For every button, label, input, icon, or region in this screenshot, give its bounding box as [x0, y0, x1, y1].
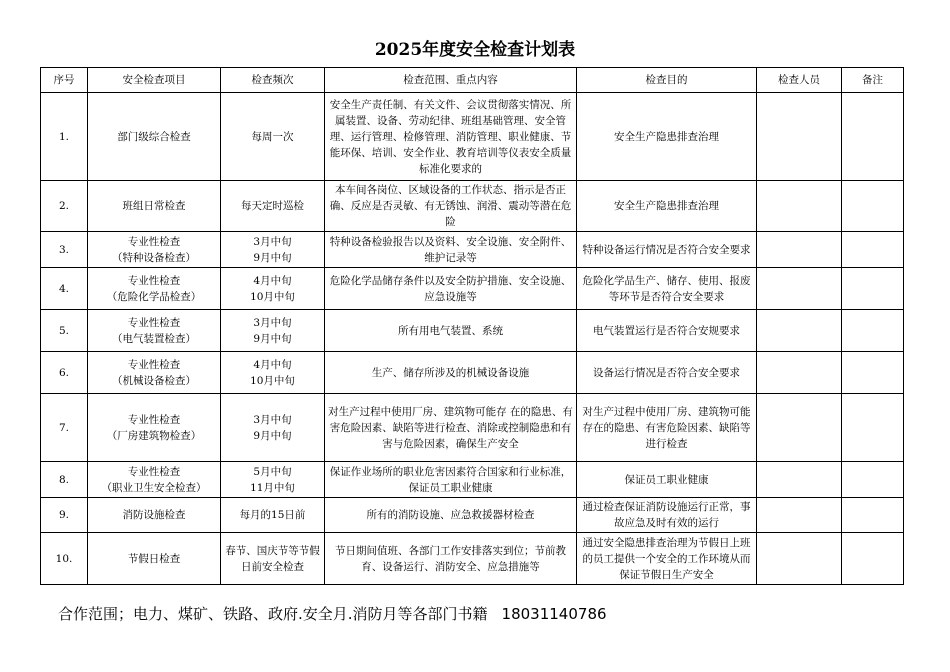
cell-inspector: [757, 268, 842, 310]
cell-inspector: [757, 232, 842, 268]
cell-scope: 生产、储存所涉及的机械设备设施: [325, 352, 577, 394]
cell-scope: 特种设备检验报告以及资料、安全设施、安全附件、维护记录等: [325, 232, 577, 268]
cell-note: [842, 310, 904, 352]
cell-scope: 安全生产责任制、有关文件、会议贯彻落实情况、所属装置、设备、劳动纪律、班组基础管理、安全管理、运行管理、检修管理、消防管理、职业健康、节能环保、培训、安全作业、教育培训等仪表安全质量标准化要求的: [325, 93, 577, 181]
cell-seq: 7.: [41, 394, 88, 462]
table-row: [41, 310, 904, 352]
cell-frequency: 每月的15日前: [221, 498, 325, 533]
cell-seq: 8.: [41, 462, 88, 498]
cell-note: [842, 498, 904, 533]
cell-frequency: 4月中旬 10月中旬: [221, 268, 325, 310]
cell-seq: 1.: [41, 93, 88, 181]
cell-note: [842, 352, 904, 394]
cell-item: 部门级综合检查: [88, 93, 221, 181]
header-purpose: 检查目的: [577, 68, 757, 93]
cell-inspector: [757, 498, 842, 533]
cell-item: 消防设施检查: [88, 498, 221, 533]
cell-scope: 对生产过程中使用厂房、建筑物可能存 在的隐患、有害危险因素、缺陷等进行检查、消除或控制隐患和有害与危险因素，确保生产安全: [325, 394, 577, 462]
table-row: [41, 533, 904, 585]
cell-item: 专业性检查 （危险化学品检查）: [88, 268, 221, 310]
cell-purpose: 通过检查保证消防设施运行正常，事故应急及时有效的运行: [577, 498, 757, 533]
cell-item: 专业性检查 （厂房建筑物检查）: [88, 394, 221, 462]
cell-note: [842, 232, 904, 268]
header-seq: 序号: [41, 68, 88, 93]
table-header-row: [41, 68, 904, 93]
cell-item: 专业性检查 （特种设备检查）: [88, 232, 221, 268]
header-item: 安全检查项目: [88, 68, 221, 93]
cell-note: [842, 394, 904, 462]
cell-note: [842, 462, 904, 498]
page-title: 2025年度安全检查计划表: [374, 40, 576, 60]
footer-phone: 18031140786: [501, 605, 607, 623]
cell-item: 班组日常检查: [88, 181, 221, 232]
cell-frequency: 每天定时巡检: [221, 181, 325, 232]
cell-frequency: 每周一次: [221, 93, 325, 181]
cell-inspector: [757, 310, 842, 352]
footer-text: 合作范围；电力、煤矿、铁路、政府.安全月.消防月等各部门书籍: [58, 605, 488, 623]
cell-purpose: 保证员工职业健康: [577, 462, 757, 498]
cell-inspector: [757, 533, 842, 585]
cell-seq: 4.: [41, 268, 88, 310]
cell-item: 专业性检查 （机械设备检查）: [88, 352, 221, 394]
inspection-plan-table: [40, 67, 904, 585]
cell-frequency: 3月中旬 9月中旬: [221, 232, 325, 268]
cell-item: 节假日检查: [88, 533, 221, 585]
cell-scope: 本车间各岗位、区域设备的工作状态、指示是否正确、反应是否灵敏、有无锈蚀、润滑、震动等潜在危险: [325, 181, 577, 232]
cell-scope: 危险化学品储存条件以及安全防护措施、安全设施、应急设施等: [325, 268, 577, 310]
cell-purpose: 对生产过程中使用厂房、建筑物可能存在的隐患、有害危险因素、缺陷等进行检查: [577, 394, 757, 462]
cell-inspector: [757, 181, 842, 232]
cell-frequency: 3月中旬 9月中旬: [221, 394, 325, 462]
cell-note: [842, 181, 904, 232]
header-scope: 检查范围、重点内容: [325, 68, 577, 93]
cell-scope: 所有的消防设施、应急救援器材检查: [325, 498, 577, 533]
cell-note: [842, 93, 904, 181]
cell-seq: 2.: [41, 181, 88, 232]
cell-frequency: 3月中旬 9月中旬: [221, 310, 325, 352]
header-inspector: 检查人员: [757, 68, 842, 93]
cell-item: 专业性检查 （职业卫生安全检查）: [88, 462, 221, 498]
table-row: [41, 268, 904, 310]
cell-purpose: 危险化学品生产、储存、使用、报废等环节是否符合安全要求: [577, 268, 757, 310]
cell-purpose: 设备运行情况是否符合安全要求: [577, 352, 757, 394]
cell-purpose: 安全生产隐患排查治理: [577, 93, 757, 181]
cell-seq: 9.: [41, 498, 88, 533]
cell-seq: 5.: [41, 310, 88, 352]
cell-inspector: [757, 462, 842, 498]
cell-seq: 3.: [41, 232, 88, 268]
cell-inspector: [757, 394, 842, 462]
cell-frequency: 春节、国庆节等节假日前安全检查: [221, 533, 325, 585]
header-note: 备注: [842, 68, 904, 93]
cell-purpose: 特种设备运行情况是否符合安全要求: [577, 232, 757, 268]
cell-note: [842, 533, 904, 585]
cell-purpose: 电气装置运行是否符合安规要求: [577, 310, 757, 352]
table-row: [41, 462, 904, 498]
cell-seq: 6.: [41, 352, 88, 394]
cell-note: [842, 268, 904, 310]
cell-frequency: 5月中旬 11月中旬: [221, 462, 325, 498]
table-row: [41, 352, 904, 394]
table-row: [41, 93, 904, 181]
cell-scope: 所有用电气装置、系统: [325, 310, 577, 352]
cell-inspector: [757, 93, 842, 181]
table-row: [41, 232, 904, 268]
cell-inspector: [757, 352, 842, 394]
cell-item: 专业性检查 （电气装置检查）: [88, 310, 221, 352]
table-row: [41, 394, 904, 462]
cell-scope: 节日期间值班、各部门工作安排落实到位；节前教育、设备运行、消防安全、应急措施等: [325, 533, 577, 585]
table-row: [41, 498, 904, 533]
cell-seq: 10.: [41, 533, 88, 585]
cell-purpose: 通过安全隐患排查治理为节假日上班的员工提供一个安全的工作环境从而保证节假日生产安全: [577, 533, 757, 585]
table-row: [41, 181, 904, 232]
cell-scope: 保证作业场所的职业危害因素符合国家和行业标准，保证员工职业健康: [325, 462, 577, 498]
footer-note: [58, 603, 607, 625]
header-frequency: 检查频次: [221, 68, 325, 93]
cell-purpose: 安全生产隐患排查治理: [577, 181, 757, 232]
table-body: [41, 93, 904, 585]
cell-frequency: 4月中旬 10月中旬: [221, 352, 325, 394]
